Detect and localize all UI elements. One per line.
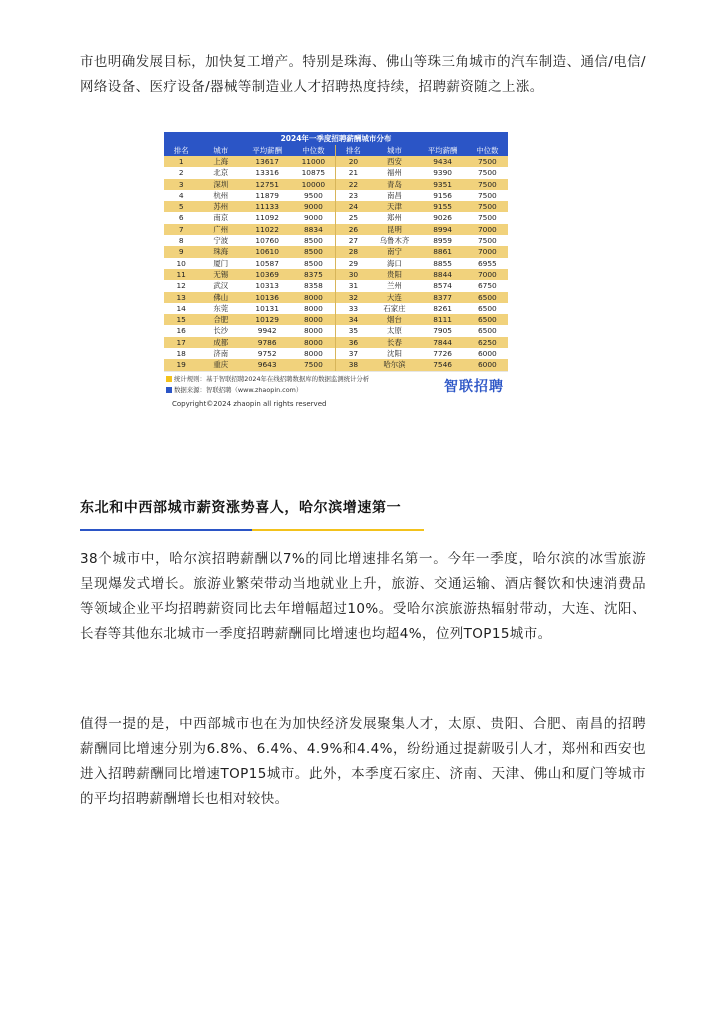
table-cell: 37 [336,348,370,359]
table-cell: 8000 [291,303,336,314]
table-cell: 10587 [243,258,291,269]
table-cell: 8994 [419,224,467,235]
table-cell: 7546 [419,359,467,370]
table-row [164,212,508,223]
table-cell: 上海 [198,156,243,167]
table-cell: 9434 [419,156,467,167]
table-cell: 西安 [370,156,418,167]
table-cell: 长春 [370,337,418,348]
table-row [164,292,508,303]
table-cell: 12 [164,280,198,291]
table-cell: 苏州 [198,201,243,212]
table-cell: 10129 [243,314,291,325]
table-cell: 大连 [370,292,418,303]
table-cell: 13617 [243,156,291,167]
heading-underline-blue [80,529,252,531]
table-cell: 7000 [467,269,508,280]
copyright-text: Copyright©2024 zhaopin all rights reserved [172,399,327,408]
table-cell: 10313 [243,280,291,291]
table-cell: 10136 [243,292,291,303]
table-cell: 27 [336,235,370,246]
table-cell: 6955 [467,258,508,269]
table-cell: 5 [164,201,198,212]
table-cell: 7500 [467,167,508,178]
table-cell: 6250 [467,337,508,348]
table-cell: 9026 [419,212,467,223]
table-cell: 南昌 [370,190,418,201]
table-cell: 38 [336,359,370,370]
table-cell: 8377 [419,292,467,303]
table-row [164,156,508,167]
table-cell: 8 [164,235,198,246]
table-cell: 7500 [467,235,508,246]
table-row [164,179,508,190]
table-cell: 8000 [291,337,336,348]
paragraph-harbin: 38个城市中，哈尔滨招聘薪酬以7%的同比增速排名第一。今年一季度，哈尔滨的冰雪旅游呈现爆发式增长。旅游业繁荣带动当地就业上升，旅游、交通运输、酒店餐饮和快速消费品等领域企业平均招聘薪资同比去年增幅超过10%。受哈尔滨旅游热辐射带动，大连、沈阳、长春等其他东北城市一季度招聘薪酬同比增速也均超4%，位列TOP15城市。 [80,551,646,642]
heading-underline-yellow [252,529,424,531]
table-header-cell: 平均薪酬 [243,145,291,156]
table-cell: 石家庄 [370,303,418,314]
table-cell: 10610 [243,246,291,257]
table-row [164,235,508,246]
table-cell: 8000 [291,348,336,359]
table-cell: 23 [336,190,370,201]
table-cell: 6500 [467,325,508,336]
table-header-cell: 中位数 [291,145,336,156]
table-cell: 7500 [467,212,508,223]
salary-table-figure [164,132,508,408]
table-cell: 9752 [243,348,291,359]
table-row [164,190,508,201]
table-cell: 9000 [291,212,336,223]
table-header-cell: 城市 [370,145,418,156]
table-row [164,280,508,291]
table-cell: 8855 [419,258,467,269]
table-cell: 8574 [419,280,467,291]
table-row [164,269,508,280]
table-cell: 26 [336,224,370,235]
table-cell: 9390 [419,167,467,178]
table-cell: 11022 [243,224,291,235]
table-cell: 10000 [291,179,336,190]
table-cell: 10369 [243,269,291,280]
table-cell: 10760 [243,235,291,246]
table-cell: 厦门 [198,258,243,269]
table-row [164,337,508,348]
table-cell: 广州 [198,224,243,235]
table-header-cell: 排名 [336,145,370,156]
table-cell: 9500 [291,190,336,201]
table-cell: 乌鲁木齐 [370,235,418,246]
table-cell: 10 [164,258,198,269]
table-header-cell: 中位数 [467,145,508,156]
table-cell: 11133 [243,201,291,212]
table-cell: 9000 [291,201,336,212]
table-cell: 6 [164,212,198,223]
table-cell: 10131 [243,303,291,314]
table-header-cell: 城市 [198,145,243,156]
table-cell: 无锡 [198,269,243,280]
table-row [164,258,508,269]
table-cell: 30 [336,269,370,280]
table-cell: 贵阳 [370,269,418,280]
table-row [164,348,508,359]
table-cell: 青岛 [370,179,418,190]
table-cell: 济南 [198,348,243,359]
table-cell: 8959 [419,235,467,246]
table-cell: 19 [164,359,198,370]
table-cell: 6000 [467,348,508,359]
table-cell: 24 [336,201,370,212]
table-cell: 8834 [291,224,336,235]
table-cell: 9156 [419,190,467,201]
table-cell: 35 [336,325,370,336]
table-cell: 杭州 [198,190,243,201]
table-cell: 33 [336,303,370,314]
table-row [164,167,508,178]
table-cell: 佛山 [198,292,243,303]
table-header-cell: 排名 [164,145,198,156]
table-cell: 7 [164,224,198,235]
table-cell: 9155 [419,201,467,212]
table-cell: 8500 [291,258,336,269]
table-cell: 21 [336,167,370,178]
table-cell: 29 [336,258,370,269]
table-row [164,224,508,235]
table-notes [164,371,508,398]
table-cell: 11 [164,269,198,280]
table-header-row [164,145,508,156]
table-cell: 9 [164,246,198,257]
table-title: 2024年一季度招聘薪酬城市分布 [164,132,508,145]
table-cell: 17 [164,337,198,348]
table-cell: 兰州 [370,280,418,291]
stats-rule-note [166,375,369,384]
table-cell: 8861 [419,246,467,257]
table-cell: 13 [164,292,198,303]
data-source-note [166,386,302,395]
yellow-square-icon [166,376,172,382]
table-cell: 7000 [467,224,508,235]
table-cell: 6750 [467,280,508,291]
data-source-text: 数据来源：智联招聘（www.zhaopin.com） [174,385,303,394]
table-row [164,359,508,370]
table-cell: 珠海 [198,246,243,257]
table-row [164,314,508,325]
table-cell: 8111 [419,314,467,325]
table-cell: 7000 [467,246,508,257]
table-cell: 8844 [419,269,467,280]
stats-rule-text: 统计规则：基于智联招聘2024年在线招聘数据库的数据监测统计分析 [174,374,370,383]
table-cell: 北京 [198,167,243,178]
table-cell: 南宁 [370,246,418,257]
table-cell: 南京 [198,212,243,223]
table-cell: 9942 [243,325,291,336]
table-cell: 1 [164,156,198,167]
table-cell: 成都 [198,337,243,348]
table-cell: 7500 [467,156,508,167]
table-cell: 7500 [467,179,508,190]
table-cell: 10875 [291,167,336,178]
table-cell: 海口 [370,258,418,269]
table-cell: 哈尔滨 [370,359,418,370]
table-cell: 8000 [291,292,336,303]
table-cell: 11092 [243,212,291,223]
table-cell: 8500 [291,235,336,246]
table-cell: 13316 [243,167,291,178]
table-cell: 7500 [467,190,508,201]
table-cell: 7500 [291,359,336,370]
table-row [164,246,508,257]
table-cell: 8000 [291,325,336,336]
table-cell: 东莞 [198,303,243,314]
table-cell: 8261 [419,303,467,314]
table-cell: 32 [336,292,370,303]
table-cell: 4 [164,190,198,201]
table-cell: 8375 [291,269,336,280]
table-cell: 7844 [419,337,467,348]
table-cell: 8358 [291,280,336,291]
table-cell: 昆明 [370,224,418,235]
table-row [164,303,508,314]
table-cell: 3 [164,179,198,190]
table-cell: 34 [336,314,370,325]
table-cell: 沈阳 [370,348,418,359]
blue-square-icon [166,387,172,393]
table-cell: 太原 [370,325,418,336]
table-cell: 9643 [243,359,291,370]
table-cell: 8500 [291,246,336,257]
table-cell: 7500 [467,201,508,212]
table-cell: 6000 [467,359,508,370]
table-cell: 11000 [291,156,336,167]
table-cell: 28 [336,246,370,257]
table-cell: 15 [164,314,198,325]
paragraph-central-western: 值得一提的是，中西部城市也在为加快经济发展聚集人才，太原、贵阳、合肥、南昌的招聘薪酬同比增速分别为6.8%、6.4%、4.9%和4.4%，纷纷通过提薪吸引人才，郑州和西安也进入招聘薪酬同比增速TOP15城市。此外，本季度石家庄、济南、天津、佛山和厦门等城市的平均招聘薪酬增长也相对较快。 [80,716,646,807]
table-cell: 合肥 [198,314,243,325]
table-cell: 16 [164,325,198,336]
table-cell: 6500 [467,303,508,314]
table-header-cell: 平均薪酬 [419,145,467,156]
table-cell: 9786 [243,337,291,348]
table-cell: 9351 [419,179,467,190]
table-cell: 2 [164,167,198,178]
table-cell: 长沙 [198,325,243,336]
table-cell: 宁波 [198,235,243,246]
intro-paragraph: 市也明确发展目标，加快复工增产。特别是珠海、佛山等珠三角城市的汽车制造、通信/电信/网络设备、医疗设备/器械等制造业人才招聘热度持续，招聘薪资随之上涨。 [80,54,646,95]
table-cell: 郑州 [370,212,418,223]
section-heading: 东北和中西部城市薪资涨势喜人，哈尔滨增速第一 [80,500,402,516]
table-cell: 20 [336,156,370,167]
salary-table [164,145,508,371]
table-cell: 福州 [370,167,418,178]
table-cell: 18 [164,348,198,359]
table-row [164,201,508,212]
table-cell: 天津 [370,201,418,212]
table-cell: 11879 [243,190,291,201]
table-cell: 重庆 [198,359,243,370]
table-cell: 烟台 [370,314,418,325]
zhaopin-logo: 智联招聘 [444,378,504,395]
table-cell: 25 [336,212,370,223]
table-cell: 12751 [243,179,291,190]
table-cell: 6500 [467,292,508,303]
table-cell: 14 [164,303,198,314]
table-cell: 8000 [291,314,336,325]
table-cell: 深圳 [198,179,243,190]
table-cell: 武汉 [198,280,243,291]
table-body [164,156,508,371]
table-cell: 22 [336,179,370,190]
table-cell: 6500 [467,314,508,325]
table-cell: 31 [336,280,370,291]
table-cell: 7726 [419,348,467,359]
table-cell: 7905 [419,325,467,336]
table-row [164,325,508,336]
table-cell: 36 [336,337,370,348]
